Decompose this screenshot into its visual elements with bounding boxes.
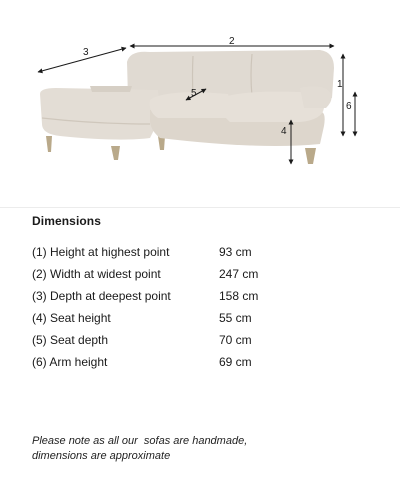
callout-seat-height: 4: [281, 126, 287, 137]
dimension-value: 93 cm: [219, 245, 252, 259]
section-heading: Dimensions: [32, 214, 102, 228]
dimension-label: (5) Seat depth: [32, 333, 109, 347]
sofa-leg: [46, 136, 52, 152]
dimension-row: [32, 332, 362, 354]
callout-arm-height: 6: [346, 101, 352, 112]
dimension-label: (4) Seat height: [32, 311, 111, 325]
callout-height: 1: [337, 79, 343, 90]
dimension-row: [32, 310, 362, 332]
sofa-chaise: [40, 88, 160, 140]
sofa-arm: [300, 86, 332, 108]
dimension-row: [32, 266, 362, 288]
dimension-value: 247 cm: [219, 267, 259, 281]
sofa-leg: [305, 148, 316, 164]
note-line: Please note as all our sofas are handmade,: [32, 435, 248, 447]
section-divider: [0, 207, 400, 208]
dimension-value: 69 cm: [219, 355, 252, 369]
dimension-value: 55 cm: [219, 311, 252, 325]
dimension-label: (3) Depth at deepest point: [32, 289, 171, 303]
handmade-note: [32, 434, 352, 464]
dimension-value: 70 cm: [219, 333, 252, 347]
dimension-row: [32, 354, 362, 376]
callout-seat-depth: 5: [191, 88, 197, 99]
sofa-illustration: [0, 0, 400, 200]
dimension-label: (2) Width at widest point: [32, 267, 161, 281]
depth-arrow: [38, 48, 126, 72]
dimension-value: 158 cm: [219, 289, 259, 303]
back-cushion-fold: [90, 86, 132, 92]
dimension-row: [32, 288, 362, 310]
note-line: dimensions are approximate: [32, 450, 171, 462]
dimension-row: [32, 244, 362, 266]
seat-cushion: [150, 92, 230, 118]
dimension-label: (6) Arm height: [32, 355, 108, 369]
sofa-dimensions-diagram: [0, 0, 400, 200]
callout-width: 2: [229, 36, 235, 47]
callout-depth: 3: [83, 47, 89, 58]
dimension-label: (1) Height at highest point: [32, 245, 170, 259]
sofa-leg: [111, 146, 120, 160]
dimensions-list: [32, 244, 362, 376]
